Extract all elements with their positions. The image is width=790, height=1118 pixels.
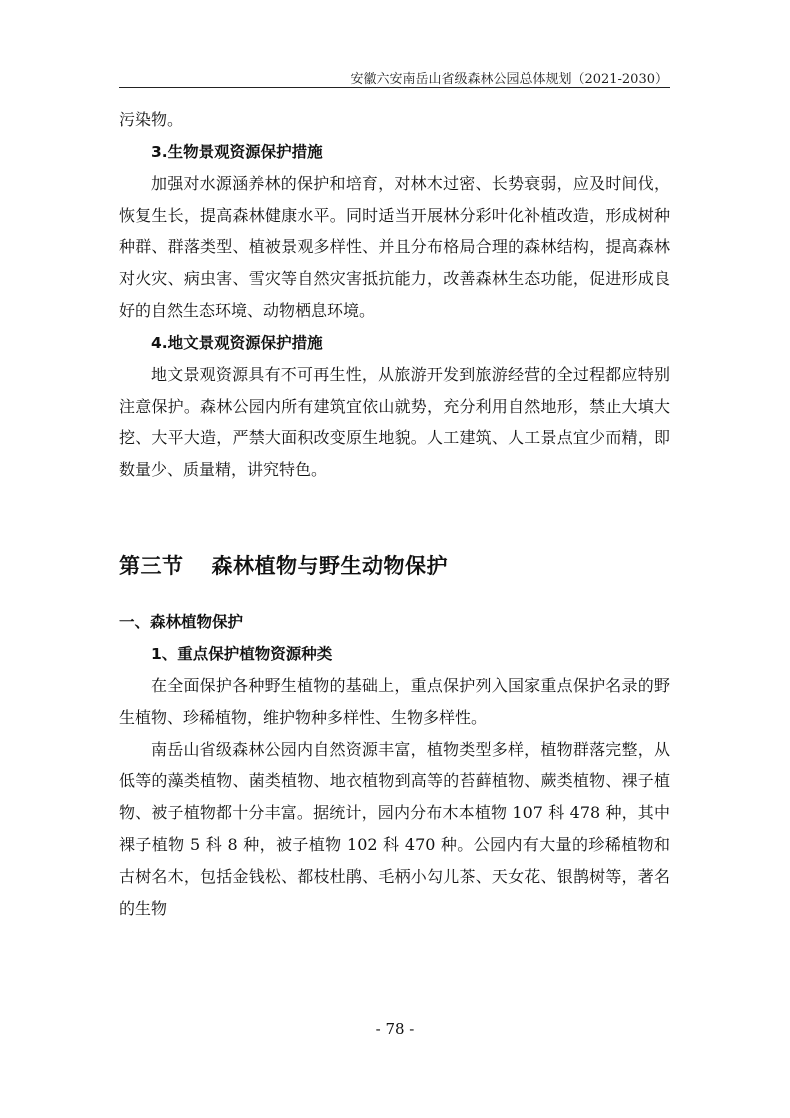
page-body (119, 104, 670, 924)
paragraph-continuation: 污染物。 (119, 110, 184, 129)
page-number: - 78 - (375, 1020, 415, 1038)
paragraph-geo-landscape: 地文景观资源具有不可再生性，从旅游开发到旅游经营的全过程都应特别注意保护。森林公园内所有建筑宜依山就势，充分利用自然地形，禁止大填大挖、大平大造，严禁大面积改变原生地貌。人工建筑、人工景点宜少而精，即数量少、质量精，讲究特色。 (119, 364, 670, 480)
heading-bio-landscape: 3.生物景观资源保护措施 (151, 142, 323, 161)
section-heading (119, 550, 670, 580)
header-divider (119, 87, 670, 88)
running-header: 安徽六安南岳山省级森林公园总体规划（2021-2030） (350, 72, 668, 87)
paragraph-key-species-1: 在全面保护各种野生植物的基础上，重点保护列入国家重点保护名录的野生植物、珍稀植物，维护物种多样性、生物多样性。 (119, 675, 670, 727)
paragraph-bio-landscape: 加强对水源涵养林的保护和培育，对林木过密、长势衰弱，应及时间伐，恢复生长，提高森林健康水平。同时适当开展林分彩叶化补植改造，形成树种种群、群落类型、植被景观多样性、并且分布格局合理的森林结构，提高森林对火灾、病虫害、雪灾等自然灾害抵抗能力，改善森林生态功能，促进形成良好的自然生态环境、动物栖息环境。 (119, 173, 670, 320)
paragraph-key-species-2: 南岳山省级森林公园内自然资源丰富，植物类型多样，植物群落完整，从低等的藻类植物、菌类植物、地衣植物到高等的苔藓植物、蕨类植物、裸子植物、被子植物都十分丰富。据统计，园内分布木本植物 107 科 478 种，其中裸子植物 5 科 8 种，被子植物 102 科 470 种。公园内有大量的珍稀植物和古树名木，包括金钱松、都枝杜鹃、毛柄小勾儿茶、天女花、银鹊树等，著名的生物 (119, 739, 670, 918)
heading-forest-plant-protection: 一、森林植物保护 (119, 612, 244, 631)
heading-geo-landscape: 4.地文景观资源保护措施 (151, 333, 323, 352)
heading-key-protected-species: 1、重点保护植物资源种类 (151, 644, 333, 663)
section-title: 森林植物与野生动物保护 (211, 553, 448, 578)
section-number: 第三节 (119, 553, 184, 578)
